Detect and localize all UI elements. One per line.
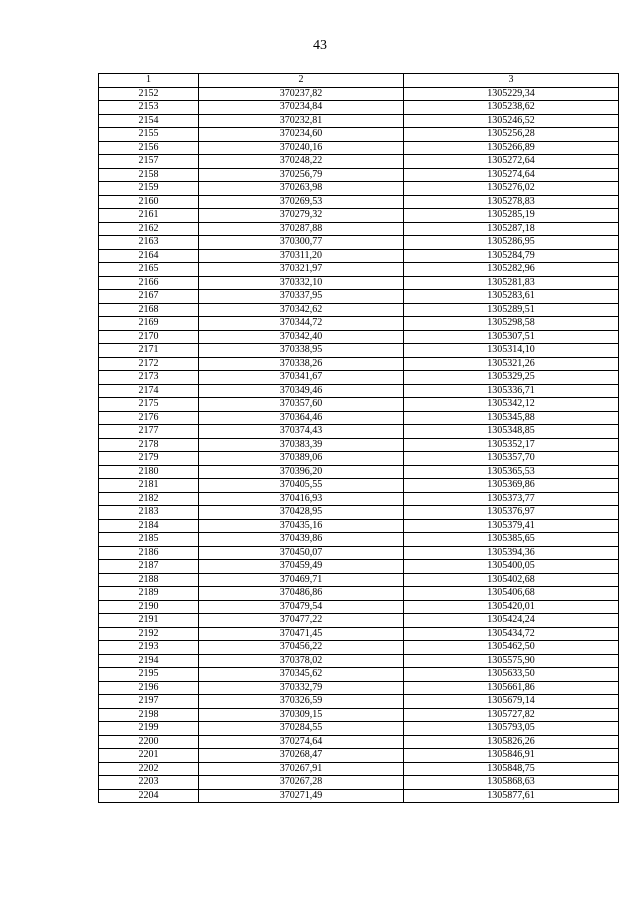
y-coordinate-cell: 1305281,83: [404, 276, 619, 290]
y-coordinate-cell: 1305462,50: [404, 641, 619, 655]
x-coordinate-cell: 370267,91: [199, 762, 404, 776]
x-coordinate-cell: 370240,16: [199, 141, 404, 155]
table-row: [99, 411, 619, 425]
table-row: [99, 600, 619, 614]
y-coordinate-cell: 1305727,82: [404, 708, 619, 722]
y-coordinate-cell: 1305357,70: [404, 452, 619, 466]
x-coordinate-cell: 370269,53: [199, 195, 404, 209]
x-coordinate-cell: 370332,10: [199, 276, 404, 290]
point-number-cell: 2174: [99, 384, 199, 398]
y-coordinate-cell: 1305365,53: [404, 465, 619, 479]
table-row: [99, 573, 619, 587]
x-coordinate-cell: 370357,60: [199, 398, 404, 412]
x-coordinate-cell: 370256,79: [199, 168, 404, 182]
point-number-cell: 2188: [99, 573, 199, 587]
table-row: [99, 695, 619, 709]
x-coordinate-cell: 370232,81: [199, 114, 404, 128]
table-row: [99, 195, 619, 209]
table-row: [99, 708, 619, 722]
table-row: [99, 344, 619, 358]
y-coordinate-cell: 1305298,58: [404, 317, 619, 331]
point-number-cell: 2178: [99, 438, 199, 452]
x-coordinate-cell: 370321,97: [199, 263, 404, 277]
x-coordinate-cell: 370338,95: [199, 344, 404, 358]
table-row: [99, 560, 619, 574]
point-number-cell: 2160: [99, 195, 199, 209]
table-row: [99, 87, 619, 101]
x-coordinate-cell: 370345,62: [199, 668, 404, 682]
x-coordinate-cell: 370234,84: [199, 101, 404, 115]
table-row: [99, 735, 619, 749]
x-coordinate-cell: 370471,45: [199, 627, 404, 641]
y-coordinate-cell: 1305238,62: [404, 101, 619, 115]
y-coordinate-cell: 1305868,63: [404, 776, 619, 790]
table-row: [99, 641, 619, 655]
point-number-cell: 2202: [99, 762, 199, 776]
table-row: [99, 290, 619, 304]
x-coordinate-cell: 370435,16: [199, 519, 404, 533]
y-coordinate-cell: 1305394,36: [404, 546, 619, 560]
y-coordinate-cell: 1305321,26: [404, 357, 619, 371]
point-number-cell: 2193: [99, 641, 199, 655]
table-row: [99, 168, 619, 182]
table-row: [99, 614, 619, 628]
point-number-cell: 2197: [99, 695, 199, 709]
point-number-cell: 2180: [99, 465, 199, 479]
y-coordinate-cell: 1305434,72: [404, 627, 619, 641]
point-number-cell: 2153: [99, 101, 199, 115]
x-coordinate-cell: 370383,39: [199, 438, 404, 452]
y-coordinate-cell: 1305420,01: [404, 600, 619, 614]
table-row: [99, 276, 619, 290]
y-coordinate-cell: 1305379,41: [404, 519, 619, 533]
point-number-cell: 2196: [99, 681, 199, 695]
x-coordinate-cell: 370284,55: [199, 722, 404, 736]
x-coordinate-cell: 370342,40: [199, 330, 404, 344]
y-coordinate-cell: 1305345,88: [404, 411, 619, 425]
x-coordinate-cell: 370477,22: [199, 614, 404, 628]
x-coordinate-cell: 370311,20: [199, 249, 404, 263]
point-number-cell: 2157: [99, 155, 199, 169]
y-coordinate-cell: 1305424,24: [404, 614, 619, 628]
y-coordinate-cell: 1305329,25: [404, 371, 619, 385]
table-row: [99, 519, 619, 533]
y-coordinate-cell: 1305369,86: [404, 479, 619, 493]
x-coordinate-cell: 370459,49: [199, 560, 404, 574]
table-row: [99, 114, 619, 128]
x-coordinate-cell: 370378,02: [199, 654, 404, 668]
y-coordinate-cell: 1305373,77: [404, 492, 619, 506]
column-header-3: 3: [404, 74, 619, 88]
table-row: [99, 249, 619, 263]
table-row: [99, 627, 619, 641]
point-number-cell: 2184: [99, 519, 199, 533]
table-row: [99, 533, 619, 547]
point-number-cell: 2190: [99, 600, 199, 614]
y-coordinate-cell: 1305283,61: [404, 290, 619, 304]
point-number-cell: 2155: [99, 128, 199, 142]
table-row: [99, 357, 619, 371]
table-row: [99, 222, 619, 236]
y-coordinate-cell: 1305272,64: [404, 155, 619, 169]
x-coordinate-cell: 370234,60: [199, 128, 404, 142]
table-row: [99, 762, 619, 776]
x-coordinate-cell: 370389,06: [199, 452, 404, 466]
y-coordinate-cell: 1305877,61: [404, 789, 619, 803]
point-number-cell: 2189: [99, 587, 199, 601]
point-number-cell: 2203: [99, 776, 199, 790]
table-row: [99, 182, 619, 196]
column-header-2: 2: [199, 74, 404, 88]
y-coordinate-cell: 1305229,34: [404, 87, 619, 101]
table-row: [99, 330, 619, 344]
table-row: [99, 452, 619, 466]
x-coordinate-cell: 370486,86: [199, 587, 404, 601]
table-row: [99, 128, 619, 142]
x-coordinate-cell: 370364,46: [199, 411, 404, 425]
table-row: [99, 749, 619, 763]
y-coordinate-cell: 1305385,65: [404, 533, 619, 547]
table-row: [99, 384, 619, 398]
point-number-cell: 2152: [99, 87, 199, 101]
point-number-cell: 2169: [99, 317, 199, 331]
point-number-cell: 2164: [99, 249, 199, 263]
point-number-cell: 2159: [99, 182, 199, 196]
point-number-cell: 2170: [99, 330, 199, 344]
point-number-cell: 2198: [99, 708, 199, 722]
y-coordinate-cell: 1305793,05: [404, 722, 619, 736]
table-row: [99, 465, 619, 479]
point-number-cell: 2163: [99, 236, 199, 250]
y-coordinate-cell: 1305376,97: [404, 506, 619, 520]
point-number-cell: 2156: [99, 141, 199, 155]
table-row: [99, 303, 619, 317]
table-row: [99, 789, 619, 803]
x-coordinate-cell: 370268,47: [199, 749, 404, 763]
point-number-cell: 2179: [99, 452, 199, 466]
table-row: [99, 141, 619, 155]
x-coordinate-cell: 370405,55: [199, 479, 404, 493]
table-header-row: [99, 74, 619, 88]
table-row: [99, 371, 619, 385]
y-coordinate-cell: 1305352,17: [404, 438, 619, 452]
point-number-cell: 2158: [99, 168, 199, 182]
page-number: 43: [313, 38, 327, 53]
table-row: [99, 317, 619, 331]
point-number-cell: 2171: [99, 344, 199, 358]
y-coordinate-cell: 1305286,95: [404, 236, 619, 250]
y-coordinate-cell: 1305274,64: [404, 168, 619, 182]
x-coordinate-cell: 370274,64: [199, 735, 404, 749]
point-number-cell: 2195: [99, 668, 199, 682]
y-coordinate-cell: 1305314,10: [404, 344, 619, 358]
y-coordinate-cell: 1305266,89: [404, 141, 619, 155]
table-row: [99, 681, 619, 695]
y-coordinate-cell: 1305336,71: [404, 384, 619, 398]
y-coordinate-cell: 1305575,90: [404, 654, 619, 668]
table-row: [99, 425, 619, 439]
y-coordinate-cell: 1305348,85: [404, 425, 619, 439]
point-number-cell: 2172: [99, 357, 199, 371]
x-coordinate-cell: 370271,49: [199, 789, 404, 803]
table-row: [99, 722, 619, 736]
table-row: [99, 654, 619, 668]
x-coordinate-cell: 370332,79: [199, 681, 404, 695]
y-coordinate-cell: 1305342,12: [404, 398, 619, 412]
table-row: [99, 155, 619, 169]
x-coordinate-cell: 370342,62: [199, 303, 404, 317]
point-number-cell: 2168: [99, 303, 199, 317]
point-number-cell: 2204: [99, 789, 199, 803]
y-coordinate-cell: 1305276,02: [404, 182, 619, 196]
point-number-cell: 2186: [99, 546, 199, 560]
x-coordinate-cell: 370326,59: [199, 695, 404, 709]
table-row: [99, 101, 619, 115]
point-number-cell: 2162: [99, 222, 199, 236]
y-coordinate-cell: 1305246,52: [404, 114, 619, 128]
y-coordinate-cell: 1305278,83: [404, 195, 619, 209]
x-coordinate-cell: 370237,82: [199, 87, 404, 101]
y-coordinate-cell: 1305846,91: [404, 749, 619, 763]
y-coordinate-cell: 1305285,19: [404, 209, 619, 223]
point-number-cell: 2199: [99, 722, 199, 736]
point-number-cell: 2173: [99, 371, 199, 385]
x-coordinate-cell: 370450,07: [199, 546, 404, 560]
point-number-cell: 2201: [99, 749, 199, 763]
x-coordinate-cell: 370469,71: [199, 573, 404, 587]
x-coordinate-cell: 370287,88: [199, 222, 404, 236]
y-coordinate-cell: 1305307,51: [404, 330, 619, 344]
y-coordinate-cell: 1305406,68: [404, 587, 619, 601]
y-coordinate-cell: 1305679,14: [404, 695, 619, 709]
point-number-cell: 2154: [99, 114, 199, 128]
point-number-cell: 2192: [99, 627, 199, 641]
coordinates-table: [98, 73, 619, 803]
point-number-cell: 2200: [99, 735, 199, 749]
x-coordinate-cell: 370396,20: [199, 465, 404, 479]
x-coordinate-cell: 370456,22: [199, 641, 404, 655]
y-coordinate-cell: 1305661,86: [404, 681, 619, 695]
point-number-cell: 2187: [99, 560, 199, 574]
x-coordinate-cell: 370267,28: [199, 776, 404, 790]
x-coordinate-cell: 370349,46: [199, 384, 404, 398]
x-coordinate-cell: 370300,77: [199, 236, 404, 250]
x-coordinate-cell: 370344,72: [199, 317, 404, 331]
table-body: [99, 87, 619, 803]
point-number-cell: 2161: [99, 209, 199, 223]
y-coordinate-cell: 1305282,96: [404, 263, 619, 277]
table-row: [99, 587, 619, 601]
point-number-cell: 2175: [99, 398, 199, 412]
x-coordinate-cell: 370428,95: [199, 506, 404, 520]
y-coordinate-cell: 1305826,26: [404, 735, 619, 749]
x-coordinate-cell: 370341,67: [199, 371, 404, 385]
point-number-cell: 2167: [99, 290, 199, 304]
x-coordinate-cell: 370479,54: [199, 600, 404, 614]
table-row: [99, 263, 619, 277]
y-coordinate-cell: 1305287,18: [404, 222, 619, 236]
point-number-cell: 2177: [99, 425, 199, 439]
table-row: [99, 209, 619, 223]
column-header-1: 1: [99, 74, 199, 88]
x-coordinate-cell: 370248,22: [199, 155, 404, 169]
x-coordinate-cell: 370263,98: [199, 182, 404, 196]
y-coordinate-cell: 1305400,05: [404, 560, 619, 574]
x-coordinate-cell: 370338,26: [199, 357, 404, 371]
table-row: [99, 546, 619, 560]
y-coordinate-cell: 1305289,51: [404, 303, 619, 317]
x-coordinate-cell: 370439,86: [199, 533, 404, 547]
point-number-cell: 2191: [99, 614, 199, 628]
y-coordinate-cell: 1305402,68: [404, 573, 619, 587]
table-row: [99, 668, 619, 682]
y-coordinate-cell: 1305633,50: [404, 668, 619, 682]
table-row: [99, 506, 619, 520]
y-coordinate-cell: 1305848,75: [404, 762, 619, 776]
x-coordinate-cell: 370416,93: [199, 492, 404, 506]
point-number-cell: 2176: [99, 411, 199, 425]
point-number-cell: 2181: [99, 479, 199, 493]
x-coordinate-cell: 370309,15: [199, 708, 404, 722]
table-row: [99, 776, 619, 790]
table-row: [99, 398, 619, 412]
table-row: [99, 479, 619, 493]
table-row: [99, 236, 619, 250]
y-coordinate-cell: 1305284,79: [404, 249, 619, 263]
point-number-cell: 2185: [99, 533, 199, 547]
point-number-cell: 2165: [99, 263, 199, 277]
x-coordinate-cell: 370279,32: [199, 209, 404, 223]
table-row: [99, 438, 619, 452]
point-number-cell: 2194: [99, 654, 199, 668]
point-number-cell: 2183: [99, 506, 199, 520]
x-coordinate-cell: 370337,95: [199, 290, 404, 304]
point-number-cell: 2182: [99, 492, 199, 506]
y-coordinate-cell: 1305256,28: [404, 128, 619, 142]
point-number-cell: 2166: [99, 276, 199, 290]
x-coordinate-cell: 370374,43: [199, 425, 404, 439]
table-row: [99, 492, 619, 506]
